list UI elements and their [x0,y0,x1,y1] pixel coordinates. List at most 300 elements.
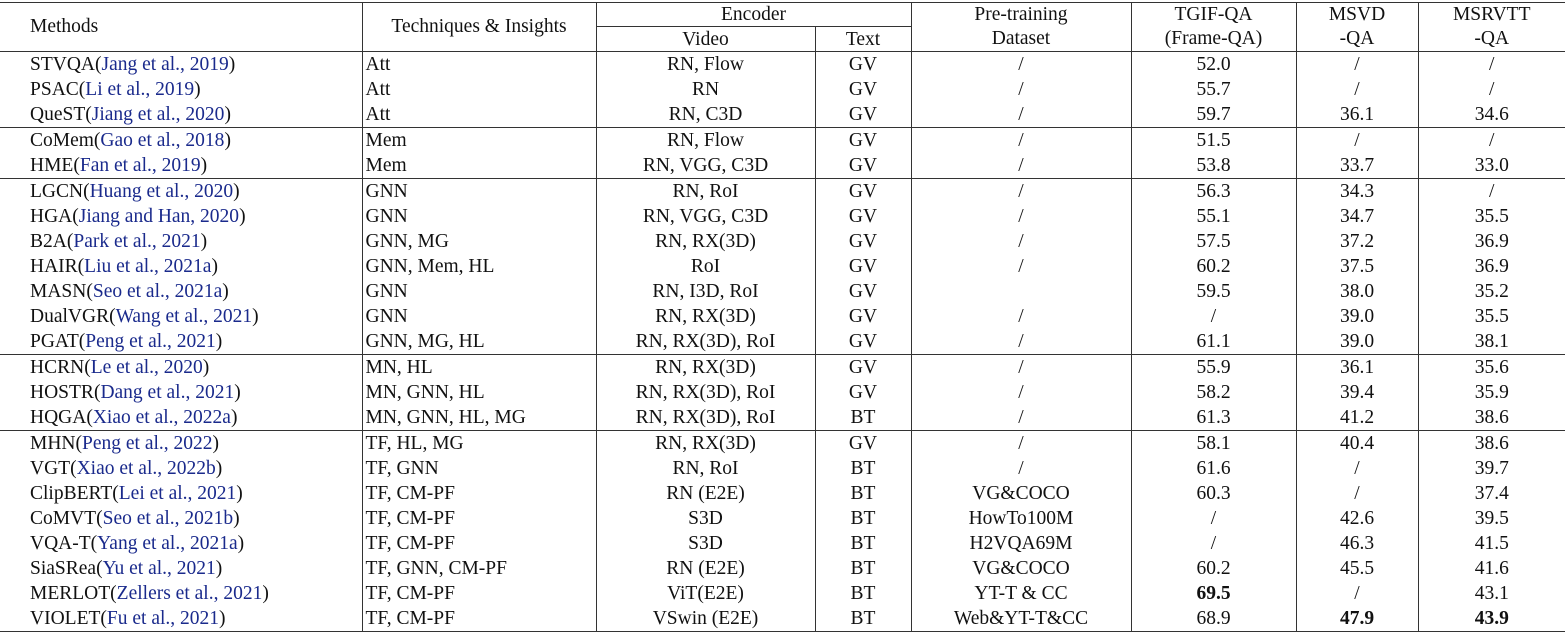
cell-pretraining-dataset: / [911,153,1131,179]
paren-open: ( [77,255,85,277]
cell-msvd-qa: / [1296,52,1418,78]
cell-method [0,179,362,205]
method-name: HGA [30,205,73,227]
cell-text-encoder: GV [815,355,911,381]
cell-pretraining-dataset: YT-T & CC [911,581,1131,606]
cell-tgif-qa: 61.1 [1131,329,1296,355]
cell-techniques: Att [362,77,596,102]
cell-techniques: Mem [362,153,596,179]
paren-close: ) [252,305,259,327]
cell-method [0,506,362,531]
cell-msrvtt-qa: 35.5 [1418,304,1565,329]
paren-close: ) [200,154,208,176]
table-row [0,254,1565,279]
paren-close: ) [194,78,201,100]
cell-pretraining-dataset: / [911,456,1131,481]
cell-tgif-qa: 55.1 [1131,204,1296,229]
cell-video-encoder: RoI [596,254,815,279]
cell-tgif-qa: 69.5 [1131,581,1296,606]
table-row [0,380,1565,405]
paren-close: ) [228,53,236,75]
header-video: Video [596,27,815,52]
paren-open: ( [112,482,119,504]
cell-text-encoder: GV [815,304,911,329]
cell-method [0,481,362,506]
method-name: VQA-T [30,532,91,554]
cell-tgif-qa: 58.1 [1131,431,1296,457]
cell-video-encoder: VSwin (E2E) [596,606,815,632]
cell-pretraining-dataset: / [911,204,1131,229]
cell-text-encoder: BT [815,405,911,431]
cell-pretraining-dataset: / [911,229,1131,254]
cell-tgif-qa: 57.5 [1131,229,1296,254]
header-text: Text [815,27,911,52]
cell-tgif-qa: 60.2 [1131,556,1296,581]
citation-link[interactable]: Jiang et al., 2020 [91,103,225,125]
cell-msvd-qa: 38.0 [1296,279,1418,304]
method-name: STVQA [30,53,96,75]
cell-tgif-qa: 51.5 [1131,128,1296,154]
cell-msrvtt-qa: 35.6 [1418,355,1565,381]
cell-techniques: GNN, Mem, HL [362,254,596,279]
header-msrvtt-line1: MSRVTT [1418,3,1565,27]
header-techniques: Techniques & Insights [362,3,596,52]
paren-close: ) [237,532,245,554]
citation-link[interactable]: Liu et al., 2021a [84,255,212,277]
method-name: PGAT [30,330,79,352]
table-row [0,581,1565,606]
table-row [0,204,1565,229]
method-name: B2A [30,230,67,252]
cell-method [0,204,362,229]
cell-text-encoder: GV [815,153,911,179]
table-row [0,355,1565,381]
cell-tgif-qa: 52.0 [1131,52,1296,78]
cell-msrvtt-qa: / [1418,77,1565,102]
paren-close: ) [215,557,223,579]
paren-close: ) [239,205,246,227]
cell-method [0,556,362,581]
cell-video-encoder: RN, RoI [596,179,815,205]
citation-link[interactable]: Gao et al., 2018 [100,129,225,151]
cell-pretraining-dataset: / [911,179,1131,205]
paren-close: ) [224,129,231,151]
cell-video-encoder: RN, RX(3D) [596,431,815,457]
method-name: MASN [30,280,87,302]
cell-techniques: TF, GNN, CM-PF [362,556,596,581]
paren-open: ( [93,129,101,151]
cell-tgif-qa: 61.6 [1131,456,1296,481]
cell-video-encoder: RN, RX(3D), RoI [596,329,815,355]
method-name: HQGA [30,406,87,428]
cell-techniques: TF, CM-PF [362,531,596,556]
cell-msvd-qa: 45.5 [1296,556,1418,581]
cell-msvd-qa: / [1296,456,1418,481]
table-row [0,531,1565,556]
cell-text-encoder: GV [815,52,911,78]
paren-close: ) [234,381,241,403]
citation-link[interactable]: Le et al., 2020 [90,356,203,378]
cell-method [0,581,362,606]
cell-tgif-qa: 53.8 [1131,153,1296,179]
citation-link[interactable]: Park et al., 2021 [73,230,201,252]
cell-techniques: Att [362,52,596,78]
citation-link[interactable]: Wang et al., 2021 [115,305,253,327]
cell-text-encoder: BT [815,481,911,506]
cell-techniques: MN, GNN, HL [362,380,596,405]
citation-link[interactable]: Dang et al., 2021 [100,381,235,403]
cell-tgif-qa: 68.9 [1131,606,1296,632]
cell-techniques: GNN, MG, HL [362,329,596,355]
method-name: CoMVT [30,507,97,529]
paren-open: ( [66,230,74,252]
cell-method [0,606,362,632]
cell-pretraining-dataset: / [911,380,1131,405]
citation-link[interactable]: Fan et al., 2019 [79,154,201,176]
table-row [0,329,1565,355]
cell-tgif-qa: 59.7 [1131,102,1296,128]
cell-video-encoder: RN, RX(3D) [596,304,815,329]
cell-method [0,531,362,556]
cell-msvd-qa: 34.7 [1296,204,1418,229]
table-row [0,229,1565,254]
cell-pretraining-dataset: / [911,304,1131,329]
paren-close: ) [233,180,240,202]
paren-close: ) [212,432,220,454]
cell-tgif-qa: 58.2 [1131,380,1296,405]
method-name: MHN [30,432,76,454]
cell-pretraining-dataset: H2VQA69M [911,531,1131,556]
cell-video-encoder: RN [596,77,815,102]
cell-text-encoder: BT [815,581,911,606]
cell-pretraining-dataset: / [911,405,1131,431]
paren-open: ( [72,205,79,227]
paren-open: ( [96,557,103,579]
cell-pretraining-dataset: / [911,77,1131,102]
table-header [0,3,1565,52]
method-name: VIOLET [30,607,101,629]
paren-close: ) [224,103,231,125]
cell-tgif-qa: 56.3 [1131,179,1296,205]
header-encoder: Encoder [596,3,911,27]
cell-method [0,153,362,179]
cell-text-encoder: GV [815,254,911,279]
method-name: PSAC [30,78,79,100]
cell-video-encoder: S3D [596,531,815,556]
cell-msrvtt-qa: 33.0 [1418,153,1565,179]
table-row [0,153,1565,179]
cell-video-encoder: RN, VGG, C3D [596,204,815,229]
paren-open: ( [110,582,117,604]
citation-link[interactable]: Yu et al., 2021 [102,557,216,579]
cell-msrvtt-qa: 37.4 [1418,481,1565,506]
cell-msvd-qa: 39.0 [1296,304,1418,329]
cell-method [0,52,362,78]
header-tgif-line2: (Frame-QA) [1131,27,1296,52]
method-name: MERLOT [30,582,111,604]
cell-video-encoder: RN, VGG, C3D [596,153,815,179]
cell-tgif-qa: / [1131,506,1296,531]
method-name: SiaSRea [30,557,97,579]
citation-link[interactable]: Seo et al., 2021b [102,507,234,529]
cell-method [0,229,362,254]
header-msvd-line2: -QA [1296,27,1418,52]
paren-close: ) [202,356,210,378]
cell-msvd-qa: 37.5 [1296,254,1418,279]
table-row [0,304,1565,329]
cell-tgif-qa: 55.7 [1131,77,1296,102]
header-tgif-line1: TGIF-QA [1131,3,1296,27]
method-name: DualVGR [30,305,110,327]
cell-msrvtt-qa: 41.5 [1418,531,1565,556]
cell-pretraining-dataset: VG&COCO [911,481,1131,506]
cell-msrvtt-qa: 39.7 [1418,456,1565,481]
paren-open: ( [86,406,93,428]
cell-method [0,254,362,279]
paren-open: ( [85,103,92,125]
cell-text-encoder: GV [815,380,911,405]
cell-msvd-qa: 37.2 [1296,229,1418,254]
paren-close: ) [215,457,223,479]
cell-method [0,304,362,329]
paren-open: ( [84,356,91,378]
paren-close: ) [236,482,243,504]
cell-video-encoder: RN, RX(3D), RoI [596,380,815,405]
cell-msvd-qa: 34.3 [1296,179,1418,205]
paren-close: ) [230,406,238,428]
cell-tgif-qa: / [1131,304,1296,329]
table-row [0,279,1565,304]
cell-techniques: TF, CM-PF [362,581,596,606]
cell-video-encoder: RN (E2E) [596,556,815,581]
citation-link[interactable]: Peng et al., 2021 [85,330,216,352]
cell-method [0,279,362,304]
cell-techniques: TF, GNN [362,456,596,481]
cell-video-encoder: ViT(E2E) [596,581,815,606]
table-row [0,506,1565,531]
cell-video-encoder: RN, RX(3D) [596,355,815,381]
cell-pretraining-dataset [911,279,1131,304]
cell-text-encoder: GV [815,77,911,102]
cell-msrvtt-qa: 38.6 [1418,405,1565,431]
method-name: CoMem [30,129,94,151]
cell-techniques: TF, CM-PF [362,506,596,531]
cell-method [0,431,362,457]
cell-video-encoder: RN, C3D [596,102,815,128]
cell-method [0,102,362,128]
cell-msrvtt-qa: 36.9 [1418,229,1565,254]
cell-techniques: GNN [362,304,596,329]
cell-text-encoder: GV [815,229,911,254]
table-row [0,405,1565,431]
citation-link[interactable]: Jang et al., 2019 [101,53,229,75]
cell-tgif-qa: 55.9 [1131,355,1296,381]
cell-tgif-qa: 61.3 [1131,405,1296,431]
cell-pretraining-dataset: Web&YT-T&CC [911,606,1131,632]
cell-pretraining-dataset: / [911,355,1131,381]
cell-msvd-qa: 40.4 [1296,431,1418,457]
cell-msrvtt-qa: 38.1 [1418,329,1565,355]
method-name: HOSTR [30,381,94,403]
cell-msvd-qa: 46.3 [1296,531,1418,556]
table-row [0,102,1565,128]
cell-text-encoder: BT [815,456,911,481]
cell-pretraining-dataset: / [911,102,1131,128]
paren-close: ) [233,507,240,529]
cell-text-encoder: BT [815,506,911,531]
method-name: HAIR [30,255,78,277]
citation-link[interactable]: Seo et al., 2021a [92,280,223,302]
cell-pretraining-dataset: / [911,431,1131,457]
paren-close: ) [262,582,269,604]
cell-msvd-qa: / [1296,77,1418,102]
table-row [0,456,1565,481]
table-row [0,52,1565,78]
paren-open: ( [83,180,90,202]
table-row [0,481,1565,506]
cell-techniques: GNN [362,279,596,304]
cell-msrvtt-qa: / [1418,52,1565,78]
cell-tgif-qa: / [1131,531,1296,556]
citation-link[interactable]: Huang et al., 2020 [89,180,234,202]
cell-msrvtt-qa: 38.6 [1418,431,1565,457]
citation-link[interactable]: Xiao et al., 2022a [92,406,231,428]
cell-msvd-qa: / [1296,581,1418,606]
table-row [0,128,1565,154]
cell-techniques: TF, HL, MG [362,431,596,457]
table-row [0,606,1565,632]
cell-msvd-qa: 39.0 [1296,329,1418,355]
citation-link[interactable]: Li et al., 2019 [85,78,195,100]
paren-open: ( [73,154,80,176]
cell-text-encoder: GV [815,279,911,304]
paren-close: ) [200,230,208,252]
paren-close: ) [219,607,226,629]
cell-msvd-qa: 36.1 [1296,102,1418,128]
cell-msvd-qa: 36.1 [1296,355,1418,381]
cell-video-encoder: RN, RoI [596,456,815,481]
citation-link[interactable]: Yang et al., 2021a [97,532,238,554]
cell-msrvtt-qa: / [1418,128,1565,154]
cell-video-encoder: RN, RX(3D) [596,229,815,254]
cell-method [0,405,362,431]
cell-text-encoder: GV [815,329,911,355]
cell-pretraining-dataset: VG&COCO [911,556,1131,581]
citation-link[interactable]: Xiao et al., 2022b [76,457,216,479]
cell-text-encoder: GV [815,431,911,457]
cell-video-encoder: RN, RX(3D), RoI [596,405,815,431]
cell-text-encoder: GV [815,128,911,154]
cell-msvd-qa: 42.6 [1296,506,1418,531]
citation-link[interactable]: Lei et al., 2021 [118,482,237,504]
paren-open: ( [90,532,98,554]
comparison-table [0,2,1565,632]
cell-techniques: GNN [362,179,596,205]
paren-open: ( [78,78,86,100]
method-name: ClipBERT [30,482,113,504]
table-row [0,431,1565,457]
cell-video-encoder: RN, Flow [596,52,815,78]
cell-video-encoder: S3D [596,506,815,531]
cell-text-encoder: BT [815,606,911,632]
cell-text-encoder: GV [815,204,911,229]
citation-link[interactable]: Peng et al., 2022 [82,432,213,454]
cell-msvd-qa: 47.9 [1296,606,1418,632]
paren-close: ) [215,330,223,352]
cell-techniques: Att [362,102,596,128]
cell-method [0,355,362,381]
cell-text-encoder: BT [815,556,911,581]
cell-tgif-qa: 60.2 [1131,254,1296,279]
citation-link[interactable]: Zellers et al., 2021 [116,582,263,604]
cell-msrvtt-qa: 41.6 [1418,556,1565,581]
cell-method [0,456,362,481]
cell-pretraining-dataset: HowTo100M [911,506,1131,531]
cell-techniques: TF, CM-PF [362,606,596,632]
cell-method [0,77,362,102]
cell-video-encoder: RN, I3D, RoI [596,279,815,304]
method-name: QueST [30,103,86,125]
table-body [0,52,1565,632]
cell-techniques: MN, GNN, HL, MG [362,405,596,431]
cell-msrvtt-qa: 43.9 [1418,606,1565,632]
cell-msrvtt-qa: 35.9 [1418,380,1565,405]
cell-text-encoder: GV [815,102,911,128]
header-msrvtt-line2: -QA [1418,27,1565,52]
table-row [0,556,1565,581]
cell-msrvtt-qa: 39.5 [1418,506,1565,531]
cell-msvd-qa: / [1296,128,1418,154]
method-name: VGT [30,457,71,479]
paren-open: ( [78,330,86,352]
paren-close: ) [211,255,218,277]
cell-msvd-qa: / [1296,481,1418,506]
cell-method [0,380,362,405]
method-name: HCRN [30,356,85,378]
cell-pretraining-dataset: / [911,52,1131,78]
paren-open: ( [100,607,107,629]
header-pretraining-line1: Pre-training [911,3,1131,27]
cell-msrvtt-qa: 34.6 [1418,102,1565,128]
cell-text-encoder: GV [815,179,911,205]
header-pretraining-line2: Dataset [911,27,1131,52]
cell-techniques: Mem [362,128,596,154]
method-name: LGCN [30,180,84,202]
citation-link[interactable]: Fu et al., 2021 [106,607,220,629]
cell-msrvtt-qa: 35.5 [1418,204,1565,229]
cell-techniques: GNN, MG [362,229,596,254]
cell-pretraining-dataset: / [911,254,1131,279]
cell-msrvtt-qa: / [1418,179,1565,205]
table-row [0,179,1565,205]
paren-open: ( [96,507,103,529]
paren-open: ( [75,432,83,454]
citation-link[interactable]: Jiang and Han, 2020 [78,205,240,227]
cell-tgif-qa: 60.3 [1131,481,1296,506]
cell-method [0,329,362,355]
cell-msrvtt-qa: 35.2 [1418,279,1565,304]
cell-video-encoder: RN, Flow [596,128,815,154]
paren-open: ( [93,381,101,403]
cell-msrvtt-qa: 43.1 [1418,581,1565,606]
paren-close: ) [222,280,229,302]
cell-tgif-qa: 59.5 [1131,279,1296,304]
cell-pretraining-dataset: / [911,329,1131,355]
cell-msvd-qa: 39.4 [1296,380,1418,405]
cell-method [0,128,362,154]
paren-open: ( [109,305,116,327]
cell-msrvtt-qa: 36.9 [1418,254,1565,279]
